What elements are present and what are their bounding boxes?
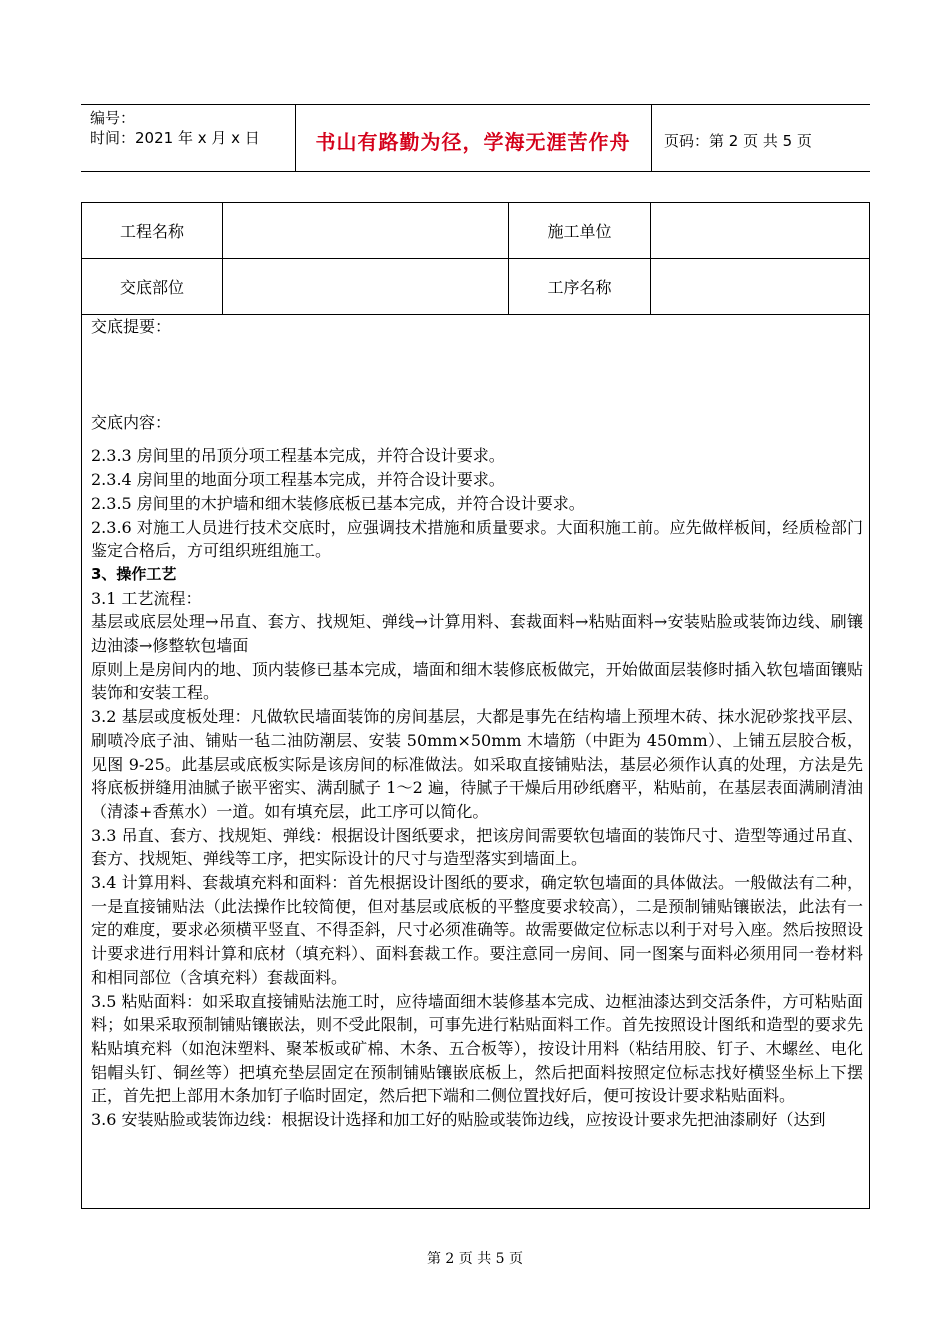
paragraph: 3.3 吊直、套方、找规矩、弹线：根据设计图纸要求，把该房间需要软包墙面的装饰尺寸、造型等通过吊直、套方、找规矩、弹线等工序，把实际设计的尺寸与造型落实到墙面上。: [91, 825, 863, 869]
paragraph: 2.3.6 对施工人员进行技术交底时，应强调技术措施和质量要求。大面积施工前。应先做样板间，经质检部门鉴定合格后，方可组织班组施工。: [91, 517, 863, 561]
header-motto: 书山有路勤为径，学海无涯苦作舟: [315, 130, 631, 154]
serial-label: 编号：: [90, 109, 136, 127]
time-label: 时间：2021 年 x 月 x 日: [90, 129, 260, 147]
paragraph: 3.4 计算用料、套裁填充料和面料：首先根据设计图纸的要求，确定软包墙面的具体做法。一般做法有二种，一是直接铺贴法（此法操作比较简便，但对基层或底板的平整度要求较高），二是预制铺贴镶嵌法，此法有一定的难度，要求必须横平竖直、不得歪斜，尺寸必须准确等。故需要做定位标志以利于对号入座。然后按照设计要求进行用料计算和底材（填充料）、面料套裁工作。要注意同一房间、同一图案与面料必须用同一卷材料和相同部位（含填充料）套裁面料。: [91, 873, 863, 987]
table-row: [82, 259, 869, 315]
paragraph: 3.2 基层或度板处理：凡做软民墙面装饰的房间基层，大都是事先在结构墙上预埋木砖、抹水泥砂浆找平层、刷喷冷底子油、铺贴一毡二油防潮层、安装 50mm×50mm 木墙筋（中距为 450mm）、上铺五层胶合板，见图 9-25。此基层或底板实际是该房间的标准做法。如采取直接铺贴法，基层必须作认真的处理，方法是先将底板拼缝用油腻子嵌平密实、满刮腻子 1～2 遍，待腻子干燥后用砂纸磨平，粘贴前，在基层表面满刷清油（清漆+香蕉水）一道。如有填充层，此工序可以简化。: [91, 707, 863, 821]
paragraph: 3.1 工艺流程：: [91, 588, 202, 608]
disclosure-part-label: 交底部位: [119, 278, 184, 297]
paragraph: 2.3.3 房间里的吊顶分项工程基本完成，并符合设计要求。: [91, 446, 505, 466]
page-footer: 第 2 页 共 5 页: [426, 1251, 524, 1267]
paragraph: 2.3.4 房间里的地面分项工程基本完成，并符合设计要求。: [91, 470, 505, 490]
header-page-number: 页码：第 2 页 共 5 页: [664, 132, 812, 150]
disclosure-part-value: [223, 259, 508, 314]
construction-unit-value: [651, 203, 869, 258]
project-name-value: [223, 203, 508, 258]
process-name-label: 工序名称: [547, 278, 612, 297]
disclosure-table: [81, 202, 870, 1209]
paragraph: 2.3.5 房间里的木护墙和细木装修底板已基本完成，并符合设计要求。: [91, 493, 585, 513]
process-name-value: [651, 259, 869, 314]
summary-label: 交底提要：: [91, 317, 172, 336]
header-top-rule: [81, 104, 870, 105]
paragraph: 3.6 安装贴脸或装饰边线：根据设计选择和加工好的贴脸或装饰边线，应按设计要求先把油漆刷好（达到: [91, 1110, 826, 1130]
content-label: 交底内容：: [91, 412, 172, 432]
paragraph: 原则上是房间内的地、顶内装修已基本完成，墙面和细木装修底板做完，开始做面层装修时插入软包墙面镶贴装饰和安装工程。: [91, 659, 863, 703]
table-row: [82, 203, 869, 259]
project-name-label: 工程名称: [119, 222, 184, 241]
section-heading: 3、操作工艺: [91, 564, 177, 583]
disclosure-content: [91, 315, 863, 1132]
construction-unit-label: 施工单位: [547, 222, 612, 241]
paragraph: 基层或底层处理→吊直、套方、找规矩、弹线→计算用料、套裁面料→粘贴面料→安装贴脸或装饰边线、刷镶边油漆→修整软包墙面: [91, 612, 863, 656]
header-divider-right: [651, 105, 652, 171]
header-meta: [90, 108, 260, 148]
paragraph: 3.5 粘贴面料：如采取直接铺贴法施工时，应待墙面细木装修基本完成、边框油漆达到交活条件，方可粘贴面料；如果采取预制铺贴镶嵌法，则不受此限制，可事先进行粘贴面料工作。首先按照设计图纸和造型的要求先粘贴填充料（如泡沫塑料、聚苯板或矿棉、木条、五合板等），按设计用料（粘结用胶、钉子、木螺丝、电化铝帽头钉、铜丝等）把填充垫层固定在预制铺贴镶嵌底板上，然后把面料按照定位标志找好横竖坐标上下摆正，首先把上部用木条加钉子临时固定，然后把下端和二侧位置找好后，便可按设计要求粘贴面料。: [91, 991, 863, 1106]
header-bottom-rule: [81, 171, 870, 172]
